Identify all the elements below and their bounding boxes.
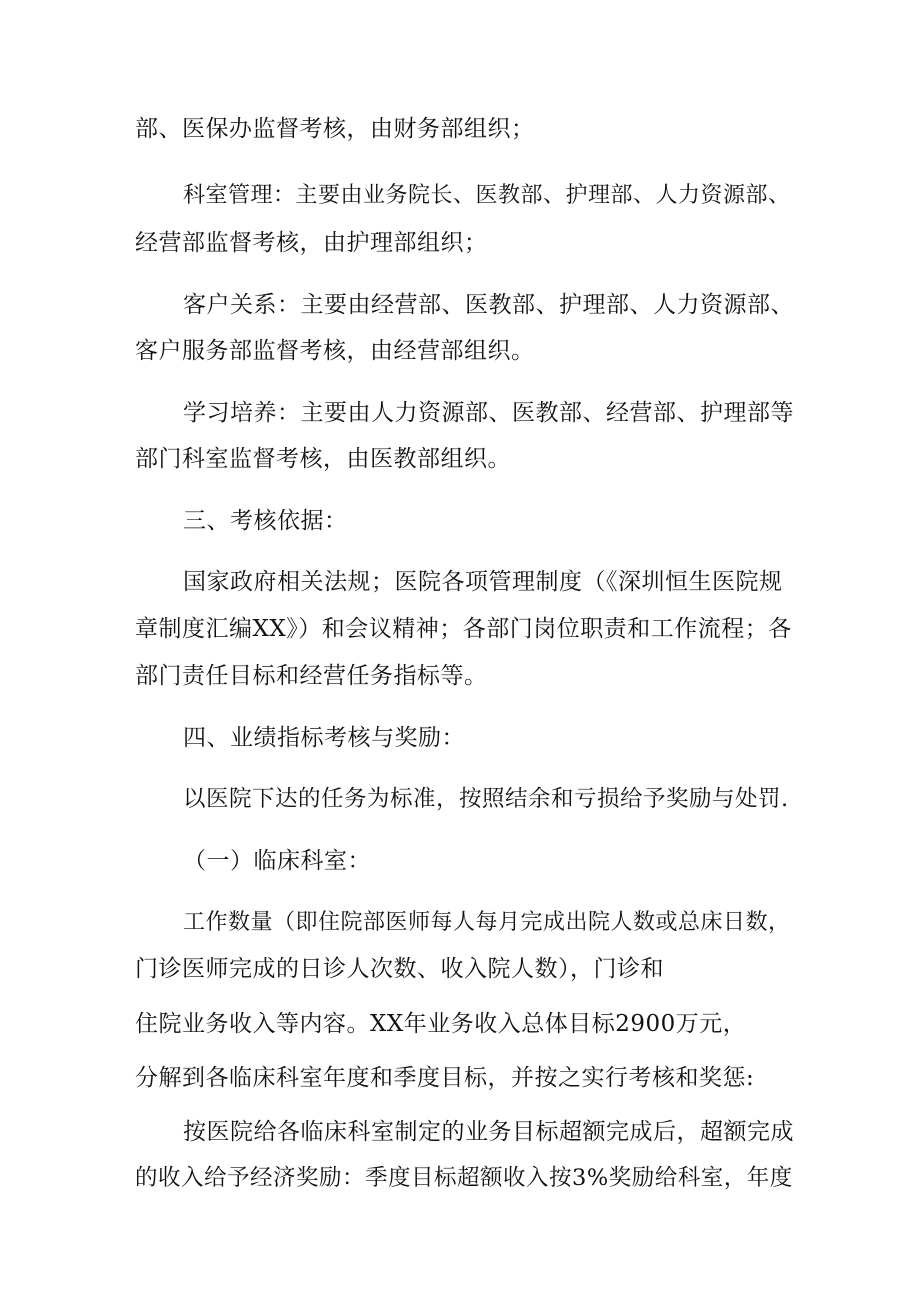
text-line: 客户服务部监督考核，由经营部组织。	[135, 338, 535, 364]
text-line: 工作数量（即住院部医师每人每月完成出院人数或总床日数，	[183, 910, 791, 935]
text-line: 章制度汇编XX》）和会议精神；各部门岗位职责和工作流程；各	[135, 616, 792, 642]
text-line: 部门责任目标和经营任务指标等。	[135, 663, 488, 689]
text-line: 以医院下达的任务为标准，按照结余和亏损给予奖励与处罚.	[183, 786, 789, 812]
text-line: 学习培养：主要由人力资源部、医教部、经营部、护理部等	[183, 400, 794, 426]
text-line: 国家政府相关法规；医院各项管理制度（《深圳恒生医院规	[183, 569, 783, 595]
text-line: 经营部监督考核，由护理部组织；	[135, 230, 488, 256]
text-line: 住院业务收入等内容。XX年业务收入总体目标2900万元，	[135, 1011, 747, 1037]
text-line: 科室管理：主要由业务院长、医教部、护理部、人力资源部、	[183, 183, 791, 208]
text-line: 部、医保办监督考核，由财务部组织；	[135, 116, 535, 142]
subsection-heading: （一）临床科室：	[183, 848, 371, 874]
text-line: 门诊医师完成的日诊人次数、收入院人数），门诊和	[135, 956, 664, 982]
text-line: 客户关系：主要由经营部、医教部、护理部、人力资源部、	[183, 292, 794, 318]
section-heading: 四、业绩指标考核与奖励：	[183, 725, 465, 751]
text-line: 分解到各临床科室年度和季度目标，并按之实行考核和奖惩:	[135, 1065, 755, 1091]
text-line: 按医院给各临床科室制定的业务目标超额完成后，超额完成	[183, 1119, 794, 1145]
text-line: 的收入给予经济奖励：季度目标超额收入按3%奖励给科室，年度	[135, 1165, 793, 1191]
section-heading: 三、考核依据：	[183, 508, 348, 534]
text-line: 部门科室监督考核，由医教部组织。	[135, 446, 511, 472]
